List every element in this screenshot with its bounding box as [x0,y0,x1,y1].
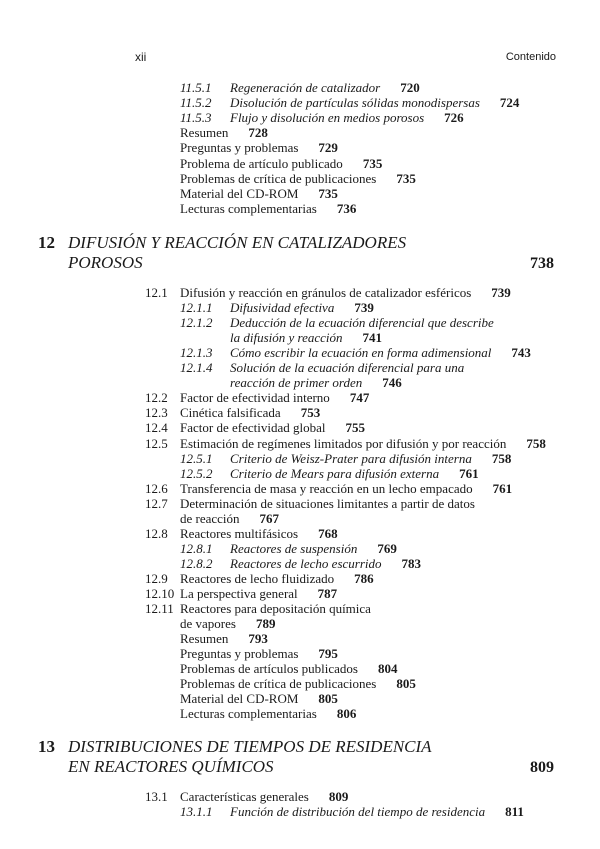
toc-entry [0,676,600,691]
entry-page: 795 [318,646,338,662]
entry-title-text: Reactores de lecho fluidizado [180,570,335,586]
entry-title-text: Transferencia de masa y reacción en un lecho empacado [180,480,473,496]
entry-number: 12.9 [145,570,168,586]
entry-title [180,601,371,616]
entry-title [230,451,511,466]
entry-title [180,436,546,451]
chapter-12-number: 12 [38,233,55,252]
toc-entry [0,300,600,315]
entry-page: 726 [444,110,464,126]
entry-number: 13.1 [145,789,168,804]
chapter-12-page: 738 [530,255,554,272]
entry-title-text: Características generales [180,789,309,804]
entry-title-text: Regeneración de catalizador [230,80,381,95]
entry-page: 728 [248,125,268,141]
entry-title [180,171,416,186]
entry-title [180,390,369,405]
toc-entry [0,789,600,804]
entry-page: 735 [318,185,338,201]
entry-title [230,541,397,556]
entry-title [180,496,475,511]
entry-title [180,125,268,140]
toc-entry [0,646,600,661]
entry-page: 809 [328,789,349,804]
entry-number: 12.2 [145,390,168,406]
toc-entry [0,706,600,721]
chapter-12-title-line1: DIFUSIÓN Y REACCIÓN EN CATALIZADORES [68,233,407,252]
toc-entry [0,526,600,541]
entry-page: 769 [377,540,397,556]
entry-title [180,586,337,601]
entry-title [230,80,420,95]
entry-title [180,201,356,216]
entry-page: 758 [526,435,546,451]
entry-number: 12.6 [145,480,168,496]
entry-number: 12.1.1 [180,300,213,316]
entry-number: 12.8 [145,525,168,541]
entry-title-text: Solución de la ecuación diferencial para una [230,360,465,376]
toc-entry [0,661,600,676]
entry-title-text: Factor de efectividad interno [180,390,330,406]
entry-number: 12.7 [145,495,168,511]
toc-entry [0,804,600,819]
entry-title [180,616,275,631]
entry-title [180,526,338,541]
toc-entry [0,80,600,95]
entry-title [230,556,421,571]
toc-entry [0,556,600,571]
toc-entry [0,481,600,496]
entry-number: 12.1 [145,285,168,300]
page-number: xii [135,50,147,64]
entry-title [180,631,268,646]
entry-title [180,285,511,300]
entry-title-text: Problemas de crítica de publicaciones [180,170,377,186]
entry-page: 739 [491,285,511,300]
entry-title [230,315,494,330]
entry-title-text: Disolución de partículas sólidas monodispersas [230,95,480,111]
entry-title-text: Difusión y reacción en gránulos de catalizador esféricos [180,285,472,300]
entry-title [180,511,279,526]
entry-title [230,330,382,345]
toc-entry [0,616,600,631]
entry-title-text: Factor de efectividad global [180,420,326,436]
entry-title-text: Preguntas y problemas [180,140,299,156]
entry-page: 768 [318,525,338,541]
entry-number: 12.5.1 [180,450,213,466]
entry-number: 12.8.2 [180,555,213,571]
chapter-13-title-line2: EN REACTORES QUÍMICOS [68,757,274,776]
entry-title-text: Reactores multifásicos [180,525,299,541]
entry-number: 12.1.3 [180,345,213,361]
entry-number: 12.5.2 [180,465,213,481]
entry-title [180,789,348,804]
entry-title [230,375,402,390]
toc-entry [0,466,600,481]
entry-page: 761 [459,465,479,481]
entry-page: 793 [248,631,268,647]
entry-title-text: Función de distribución del tiempo de residencia [230,804,486,820]
entry-title-text: Problemas de artículos publicados [180,661,358,677]
entry-title-text: Lecturas complementarias [180,200,317,216]
toc-entry [0,631,600,646]
entry-title-text: de reacción [180,510,240,526]
entry-page: 755 [345,420,365,436]
toc-entry [0,156,600,171]
chapter-13-number: 13 [38,737,55,756]
entry-page: 789 [255,616,276,632]
entry-title-text: Cinética falsificada [180,405,281,421]
entry-title [230,804,524,819]
entry-title-text: Resumen [180,125,229,141]
entry-number: 12.3 [145,405,168,421]
entry-title-text: la difusión y reacción [230,330,343,346]
entry-number: 12.1.2 [180,315,213,331]
entry-page: 767 [259,510,280,526]
entry-title-text: Deducción de la ecuación diferencial que describe [230,315,494,331]
entry-title [180,420,365,435]
toc-entry [0,140,600,155]
toc-entry [0,496,600,511]
entry-title [180,661,398,676]
entry-page: 729 [318,140,338,156]
toc-entry [0,360,600,375]
entry-title-text: Estimación de regímenes limitados por difusión y por reacción [180,435,507,451]
entry-page: 761 [492,480,513,496]
entry-title-text: Criterio de Weisz-Prater para difusión interna [230,450,472,466]
entry-page: 758 [491,450,512,466]
entry-title-text: Material del CD-ROM [180,185,299,201]
entry-page: 753 [300,405,321,421]
entry-page: 735 [396,170,416,186]
entry-title-text: Problemas de crítica de publicaciones [180,676,377,692]
toc-entry [0,691,600,706]
entry-page: 720 [400,80,420,95]
entry-number: 12.4 [145,420,168,436]
entry-title-text: de vapores [180,616,236,632]
entry-page: 746 [382,375,402,391]
entry-title [180,481,512,496]
entry-page: 736 [336,200,357,216]
entry-title [180,691,338,706]
entry-number: 12.1.4 [180,360,213,376]
toc-entry [0,171,600,186]
entry-title [180,405,320,420]
entry-page: 783 [401,555,421,571]
entry-number: 11.5.1 [180,80,212,95]
entry-title [230,95,519,110]
entry-page: 787 [317,586,338,601]
chapter-13-title-line1: DISTRIBUCIONES DE TIEMPOS DE RESIDENCIA [68,737,432,756]
entry-title-text: Problema de artículo publicado [180,155,343,171]
entry-title-text: Reactores de suspensión [230,540,358,556]
toc-entry [0,110,600,125]
entry-number: 12.8.1 [180,540,213,556]
entry-title [180,156,382,171]
entry-page: 805 [396,676,416,692]
entry-title-text: Material del CD-ROM [180,691,299,707]
entry-title [180,676,416,691]
entry-number: 11.5.3 [180,110,212,126]
toc-entry [0,186,600,201]
toc-entry [0,511,600,526]
entry-number: 13.1.1 [180,804,213,820]
toc-entry [0,375,600,390]
entry-title-text: Criterio de Mears para difusión externa [230,465,440,481]
entry-title [180,140,338,155]
entry-page: 805 [318,691,338,707]
toc-entry [0,390,600,405]
entry-page: 743 [511,345,531,361]
entry-number: 12.10 [145,586,175,601]
entry-title-text: Lecturas complementarias [180,706,317,722]
toc-entry [0,330,600,345]
toc-entry [0,125,600,140]
entry-page: 804 [378,661,398,677]
toc-entry [0,420,600,435]
entry-number: 12.11 [145,601,174,617]
entry-title [180,706,356,721]
entry-title-text: Determinación de situaciones limitantes a partir de datos [180,495,475,511]
entry-page: 786 [354,570,374,586]
entry-title [230,345,531,360]
entry-title-text: Reactores para depositación química [180,601,371,617]
toc-entry [0,201,600,216]
toc-entry [0,451,600,466]
toc-entry [0,285,600,300]
entry-title-text: Flujo y disolución en medios porosos [230,110,425,126]
entry-page: 735 [362,155,383,171]
entry-page: 747 [349,390,370,406]
toc-entry [0,571,600,586]
toc-entry [0,405,600,420]
running-title: Contenido [505,51,556,63]
entry-title-text: Difusividad efectiva [230,300,335,316]
toc-entry [0,436,600,451]
entry-title [180,186,338,201]
chapter-13-page: 809 [530,759,554,776]
entry-title [180,646,338,661]
entry-number: 11.5.2 [180,95,212,111]
entry-title-text: La perspectiva general [180,586,298,601]
toc-entry [0,586,600,601]
entry-title [230,300,374,315]
entry-title [230,110,464,125]
toc-entry [0,345,600,360]
entry-page: 739 [354,300,374,316]
entry-title-text: Preguntas y problemas [180,646,299,662]
chapter-12-title-line2: POROSOS [68,253,143,272]
toc-entry [0,601,600,616]
entry-title [230,360,464,375]
entry-title [180,571,374,586]
entry-number: 12.5 [145,435,168,451]
entry-title-text: reacción de primer orden [230,375,363,391]
entry-title [230,466,479,481]
entry-title-text: Resumen [180,631,229,647]
toc-entry [0,541,600,556]
entry-title-text: Cómo escribir la ecuación en forma adimensional [230,345,492,361]
entry-page: 811 [505,804,524,820]
entry-page: 724 [499,95,520,111]
toc-entry [0,95,600,110]
toc-entry [0,315,600,330]
entry-page: 806 [336,706,357,722]
entry-page: 741 [362,330,383,346]
entry-title-text: Reactores de lecho escurrido [230,555,382,571]
